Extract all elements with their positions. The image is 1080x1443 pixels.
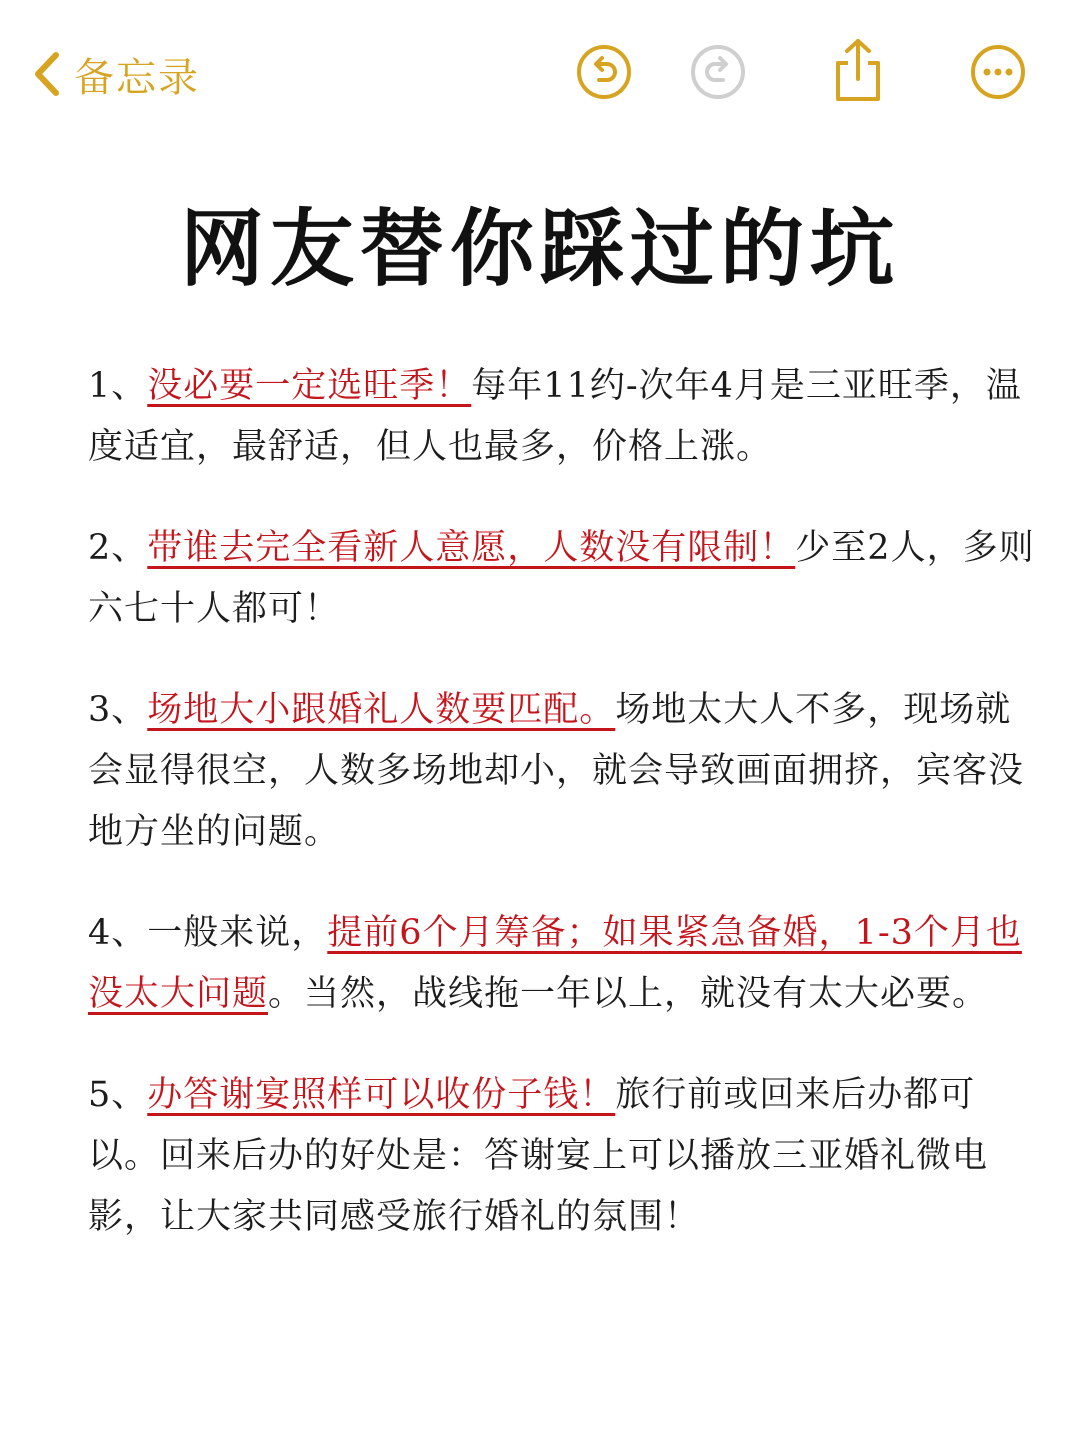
back-label: 备忘录: [74, 54, 200, 101]
note-item-4: [88, 903, 1038, 1025]
navigation-bar: [0, 0, 1080, 150]
item-prefix: 2、: [88, 528, 148, 568]
item-text: 每年11约-次年4月是三亚旺季，温度适宜，最舒适，但人也最多，价格上涨。: [88, 366, 1022, 467]
item-highlight: 没必要一定选旺季！: [147, 366, 472, 406]
item-highlight: 场地大小跟婚礼人数要匹配。: [147, 690, 616, 730]
item-prefix: 5、: [88, 1075, 148, 1115]
share-button[interactable]: [828, 38, 888, 106]
back-button[interactable]: [30, 44, 200, 104]
item-highlight: 办答谢宴照样可以收份子钱！: [147, 1075, 616, 1115]
chevron-left-icon: [30, 49, 64, 99]
undo-icon: [575, 43, 633, 105]
item-text: 少至2人，多则六七十人都可！: [88, 528, 1035, 629]
undo-button[interactable]: [574, 44, 634, 104]
item-highlight: 提前6个月筹备；如果紧急备婚，1-3个月也没太大问题: [88, 913, 1022, 1014]
share-icon: [830, 37, 886, 107]
item-highlight: 带谁去完全看新人意愿，人数没有限制！: [147, 528, 796, 568]
item-prefix: 1、: [88, 366, 148, 406]
item-text: 旅行前或回来后办都可以。回来后办的好处是：答谢宴上可以播放三亚婚礼微电影，让大家共同感受旅行婚礼的氛围！: [88, 1075, 989, 1237]
note-item-1: [88, 356, 1038, 478]
item-prefix: 3、: [88, 690, 148, 730]
note-title: 网友替你踩过的坑: [179, 200, 900, 298]
note-item-2: [88, 518, 1038, 640]
item-text: 场地太大人不多，现场就会显得很空，人数多场地却小，就会导致画面拥挤，宾客没地方坐的问题。: [88, 690, 1025, 852]
redo-icon: [689, 43, 747, 105]
redo-button[interactable]: [688, 44, 748, 104]
more-icon: [969, 43, 1027, 105]
note-item-3: [88, 680, 1038, 863]
item-text: 。当然，战线拖一年以上，就没有太大必要。: [268, 974, 989, 1014]
item-prefix: 4、一般来说，: [88, 913, 328, 953]
note-item-5: [88, 1065, 1038, 1248]
note-body: [88, 356, 1038, 1288]
more-button[interactable]: [968, 44, 1028, 104]
